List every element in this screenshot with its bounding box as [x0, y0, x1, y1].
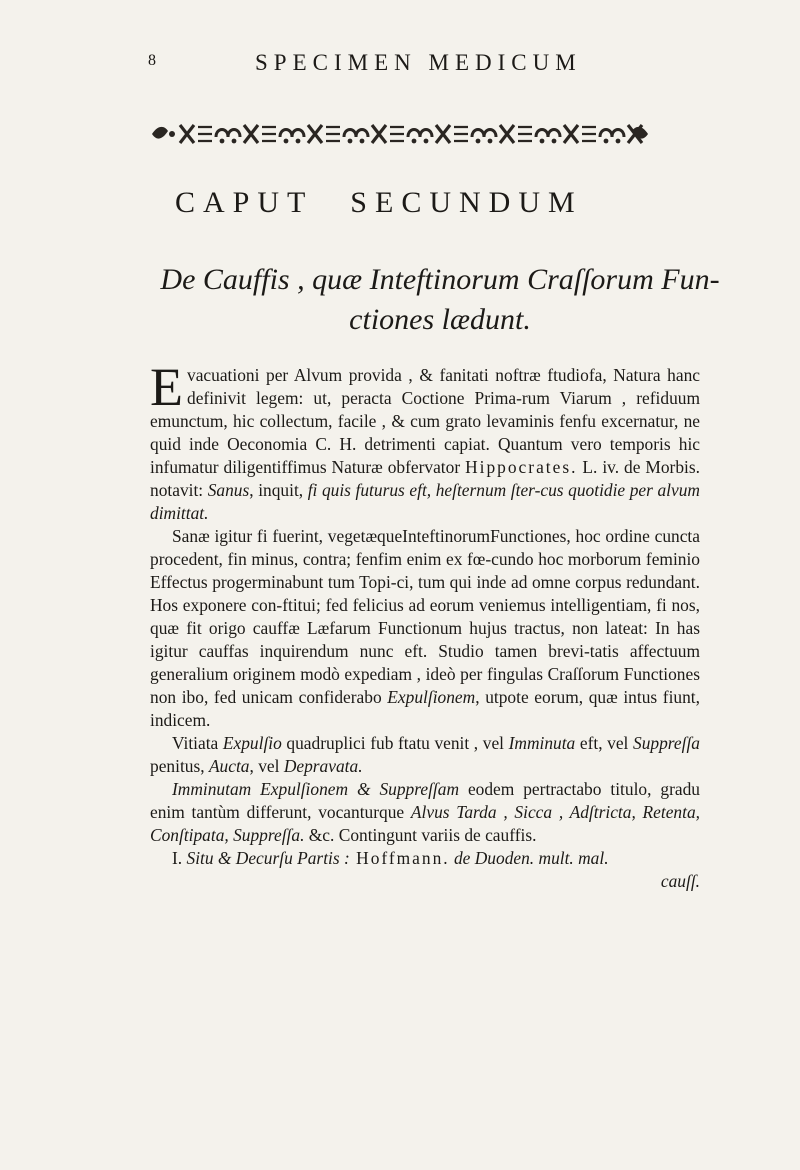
emphasis: Imminuta — [508, 733, 576, 753]
emphasis: Depravata. — [283, 756, 363, 776]
page-number: 8 — [148, 52, 156, 69]
catchword: cauſſ. — [660, 871, 700, 891]
paragraph-1 — [150, 357, 700, 525]
text-run: quadruplici fub ftatu venit , vel — [281, 733, 509, 753]
text-run: L. iv. de Morbis. notavit: — [150, 457, 700, 500]
text-run: penitus, — [150, 756, 209, 776]
text-run: eodem pertractabo titulo, gradu enim tantùm differunt, vocanturque — [150, 779, 700, 822]
body-text — [150, 357, 700, 893]
subtitle-line-1: De Cauffis , quæ Inteftinorum Craſſorum Fun- — [160, 263, 720, 296]
emphasis: Expulſio — [222, 733, 282, 753]
emphasis: de Duoden. mult. mal. — [449, 848, 609, 868]
quote: fi quis futurus eft, heſternum ſter-cus quotidie per alvum dimittat. — [150, 480, 700, 523]
paragraph-4 — [150, 778, 700, 847]
subtitle-line-2: ctiones lædunt. — [349, 303, 531, 336]
chapter-title: CAPUT SECUNDUM — [175, 186, 583, 219]
author-name: Hoffmann. — [349, 848, 450, 868]
emphasis: Imminutam Expulſionem & Suppreſſam — [172, 779, 459, 799]
paragraph-2 — [150, 525, 700, 732]
text-run: I. — [172, 848, 187, 868]
text-run: , vel — [249, 756, 284, 776]
paragraph-5 — [150, 847, 700, 870]
text-run: , utpote eorum, quæ intus fiunt, indicem. — [150, 687, 700, 730]
emphasis: Suppreſſa — [633, 733, 700, 753]
running-title: SPECIMEN MEDICUM — [255, 50, 582, 75]
chapter-subtitle — [160, 260, 720, 340]
text-run: eft, vel — [575, 733, 633, 753]
quote: Sanus — [207, 480, 250, 500]
emphasis: Situ & Decurſu Partis : — [186, 848, 350, 868]
emphasis: Expulſionem — [387, 687, 476, 707]
text-run: &c. Contingunt variis de cauffis. — [304, 825, 537, 845]
text-run: Sanæ igitur fi fuerint, vegetæqueInteftinorumFunctiones, hoc ordine cuncta procedent, fin minus, contra; fenfim enim ex fœ-cundo hoc morborum feminio Effectus progerminabunt tum Topi-ci, tum qui inde ad omne corpus redundant. Hos exponere con-ftitui; fed felicius ad eorum veniemus intelligentiam, fi nos, quæ fit origo cauffæ Læfarum Functionum hujus tractus, non lateat: In has igitur cauffas inquirendum nunc eft. Studio tamen brevi-tatis affectuum generalium originem modò expediam , ideò per fingulas Craſſorum Functiones non ibo, fed unicam confiderabo — [150, 526, 700, 707]
author-name: Hippocrates. — [465, 457, 578, 477]
emphasis: Aucta — [208, 756, 250, 776]
fleuron-band-icon — [150, 117, 650, 151]
emphasis: Alvus Tarda , Sicca , Adſtricta, Retenta, Conſtipata, Suppreſſa. — [150, 802, 700, 845]
paragraph-3 — [150, 732, 700, 778]
text-run: vacuationi per Alvum provida , & fanitati noftræ ftudiofa, Natura hanc definivit legem: ut, peracta Coctione Prima-rum Viarum , refiduum emunctum, hic collectum, facile , & cum grato levaminis fenfu excernatur, ne quid inde Oeconomia C. H. detrimenti capiat. Quantum vero temporis hic infumatur diligentiffimus Naturæ obfervator — [150, 365, 700, 477]
drop-cap: E — [150, 357, 183, 417]
text-run: Vitiata — [172, 733, 223, 753]
text-run: , inquit, — [249, 480, 308, 500]
